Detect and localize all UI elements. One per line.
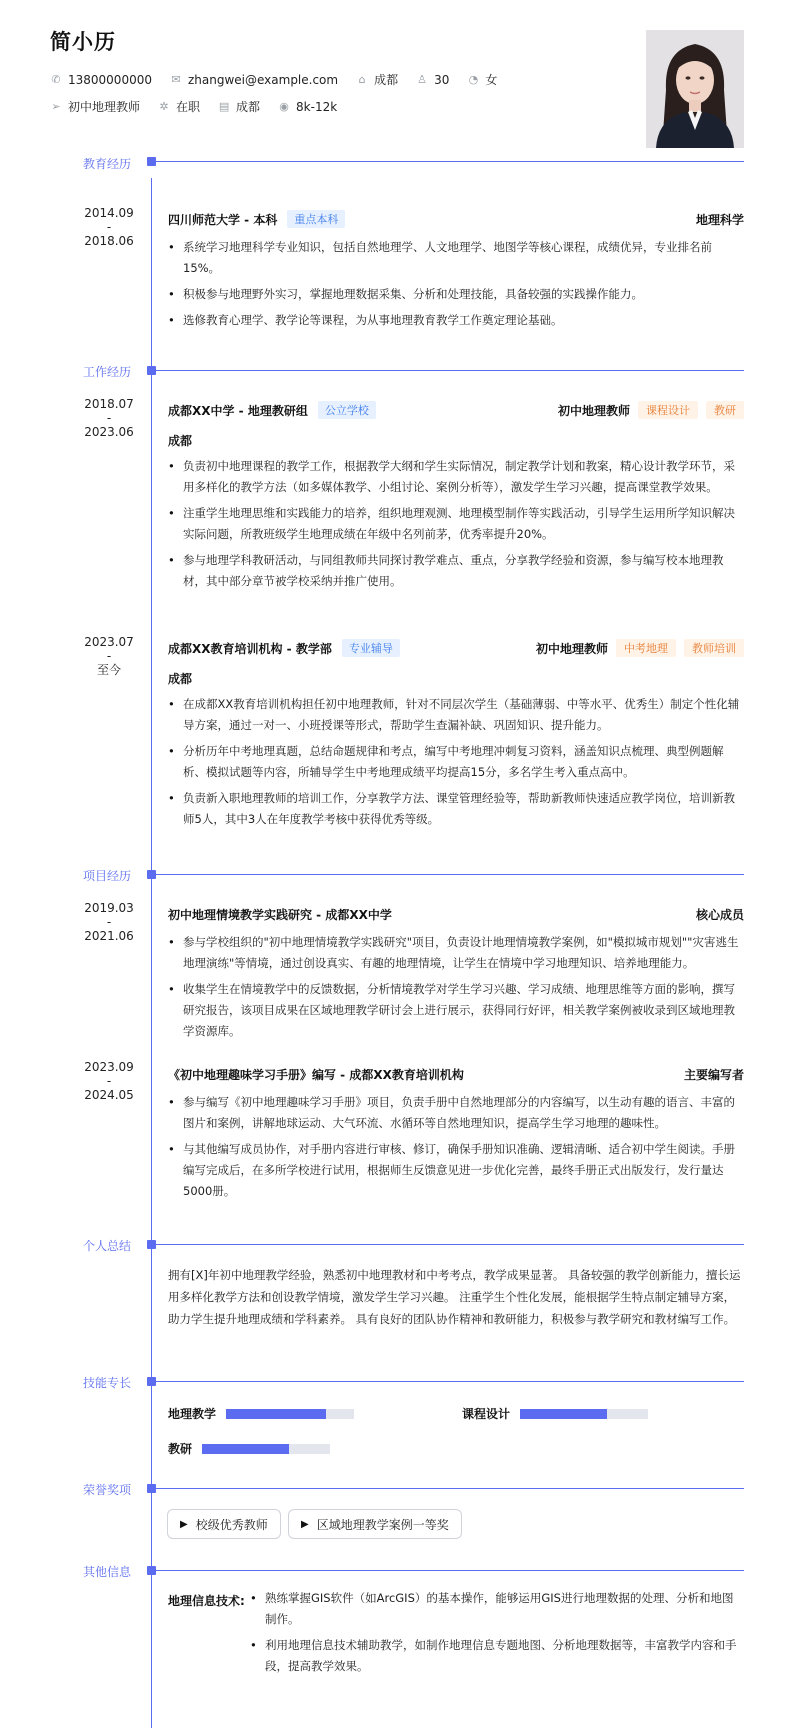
list-item: • 与其他编写成员协作，对手册内容进行审核、修订，确保手册知识准确、逻辑清晰、适合初中学生阅读。手册编写完成后，在多所学校进行试用，根据师生反馈意见进一步优化完善，最终手册正式出版发行，发行量达5000册。: [168, 1139, 744, 1202]
skill-item: [168, 1440, 330, 1457]
award-name: 区域地理教学案例一等奖: [316, 1517, 449, 1532]
project-bullets: [168, 932, 744, 1047]
section-marker: [147, 1566, 156, 1575]
award-name: 校级优秀教师: [195, 1517, 268, 1532]
section-divider: [156, 874, 744, 875]
list-item: • 选修教育心理学、教学论等课程，为从事地理教育教学工作奠定理论基础。: [168, 310, 744, 331]
school-title: 四川师范大学 - 本科: [168, 212, 278, 227]
section-title-work: 工作经历: [83, 365, 132, 379]
skill-bar: [226, 1409, 354, 1419]
skill-bar-fill: [520, 1409, 607, 1419]
work-bullets: [168, 456, 744, 597]
intent-row: [50, 98, 355, 115]
phone-item: [50, 73, 152, 87]
list-item: • 积极参与地理野外实习，掌握地理数据采集、分析和处理技能，具备较强的实践操作能力。: [168, 284, 744, 305]
education-bullets: [168, 237, 744, 336]
project-date: 2023.09 - 2024.05: [84, 1060, 134, 1102]
skill-item: [462, 1405, 648, 1422]
phone-text: 13800000000: [68, 72, 152, 87]
list-item: • 系统学习地理科学专业知识，包括自然地理学、人文地理学、地图学等核心课程，成绩优异，专业排名前15%。: [168, 237, 744, 279]
email-item: [170, 73, 338, 87]
gender-item: [467, 71, 497, 88]
send-icon: ➢: [51, 99, 61, 113]
city-item: [356, 71, 398, 88]
project-title: 初中地理情境教学实践研究 - 成都XX中学: [168, 908, 392, 922]
target-city-text: 成都: [236, 100, 261, 114]
section-title-education: 教育经历: [83, 157, 132, 171]
work-date: 2023.07 - 至今: [84, 635, 134, 677]
phone-icon: ✆: [51, 72, 61, 86]
company-tag: 专业辅导: [342, 639, 400, 657]
section-title-awards: 荣誉奖项: [83, 1483, 132, 1497]
skill-tag: 中考地理: [616, 639, 676, 657]
work-location: 成都: [168, 434, 193, 448]
list-item: • 参与地理学科教研活动，与同组教师共同探讨教学难点、重点，分享教学经验和资源，参与编写校本地理教材，其中部分章节被学校采纳并推广使用。: [168, 550, 744, 592]
section-divider: [156, 1244, 744, 1245]
section-marker: [147, 1377, 156, 1386]
company-title: 成都XX中学 - 地理教研组: [168, 403, 308, 418]
section-marker: [147, 1240, 156, 1249]
project-header: [168, 1066, 744, 1083]
section-divider: [156, 1570, 744, 1571]
company-tag: 公立学校: [318, 401, 376, 419]
coin-icon: ◉: [279, 99, 289, 113]
section-divider: [156, 161, 744, 162]
position-item: [50, 98, 140, 115]
salary-text: 8k-12k: [296, 99, 338, 114]
list-item: • 在成都XX教育培训机构担任初中地理教师，针对不同层次学生（基础薄弱、中等水平、优秀生）制定个性化辅导方案，通过一对一、小班授课等形式，帮助学生查漏补缺、巩固知识、提升能力。: [168, 694, 744, 736]
list-item: • 负责初中地理课程的教学工作，根据教学大纲和学生实际情况，制定教学计划和教案，精心设计教学环节，采用多样化的教学方法（如多媒体教学、小组讨论、案例分析等），激发学生学习兴趣，提高课堂教学效果。: [168, 456, 744, 498]
section-title-skills: 技能专长: [83, 1376, 132, 1390]
project-role: 主要编写者: [683, 1068, 744, 1082]
status-text: 在职: [176, 100, 201, 114]
award-chip: [167, 1509, 281, 1539]
work-bullets: [168, 694, 744, 835]
status-item: [158, 98, 200, 115]
skill-bar-fill: [202, 1444, 289, 1454]
gender-icon: ◔: [468, 72, 479, 86]
skill-bar: [520, 1409, 648, 1419]
section-divider: [156, 370, 744, 371]
project-title: 《初中地理趣味学习手册》编写 - 成都XX教育培训机构: [168, 1068, 464, 1082]
gear-icon: ✲: [159, 99, 169, 113]
project-role: 核心成员: [695, 908, 744, 922]
resume-name: 简小历: [50, 30, 116, 54]
list-item: • 负责新入职地理教师的培训工作，分享教学方法、课堂管理经验等，帮助新教师快速适应教学岗位，培训新教师5人，其中3人在年度教学考核中获得优秀等级。: [168, 788, 744, 830]
list-item: • 分析历年中考地理真题，总结命题规律和考点，编写中考地理冲刺复习资料，涵盖知识点梳理、典型例题解析、模拟试题等内容，所辅导学生中考地理成绩平均提高15分，多名学生考入重点高中。: [168, 741, 744, 783]
age-item: [416, 73, 449, 87]
skill-name: 教研: [168, 1442, 193, 1456]
list-item: • 注重学生地理思维和实践能力的培养，组织地理观测、地理模型制作等实践活动，引导学生运用所学知识解决实际问题，所教班级学生地理成绩在年级中名列前茅，优秀率提升20%。: [168, 503, 744, 545]
section-marker: [147, 1484, 156, 1493]
portrait-image: [646, 30, 744, 148]
skill-name: 课程设计: [462, 1407, 511, 1421]
play-icon: ▶: [180, 1518, 188, 1530]
home-icon: ⌂: [358, 72, 366, 86]
profile-photo: [646, 30, 744, 148]
list-item: • 收集学生在情境教学中的反馈数据，分析情境教学对学生学习兴趣、学习成绩、地理思维等方面的影响，撰写研究报告，该项目成果在区域地理教学研讨会上进行展示，获得同行好评，相关教学案例被收录到区域地理教学资源库。: [168, 979, 744, 1042]
skill-tag: 课程设计: [638, 401, 698, 419]
work-header: [168, 401, 744, 419]
email-text: zhangwei@example.com: [187, 72, 339, 87]
education-tag: 重点本科: [287, 210, 345, 228]
section-title-project: 项目经历: [83, 869, 132, 883]
salary-item: [278, 100, 337, 114]
project-header: [168, 906, 744, 923]
play-icon: ▶: [301, 1518, 309, 1530]
skill-item: [168, 1405, 354, 1422]
cake-icon: ♙: [417, 72, 428, 86]
skill-tag: 教研: [706, 401, 744, 419]
position-text: 初中地理教师: [68, 100, 141, 114]
company-title: 成都XX教育培训机构 - 教学部: [168, 641, 332, 656]
age-text: 30: [434, 72, 450, 87]
section-divider: [156, 1488, 744, 1489]
section-divider: [156, 1381, 744, 1382]
major: 地理科学: [695, 212, 744, 227]
contact-row: [50, 71, 515, 88]
section-marker: [147, 366, 156, 375]
section-title-summary: 个人总结: [83, 1239, 132, 1253]
project-bullets: [168, 1092, 744, 1207]
section-title-other: 其他信息: [83, 1565, 132, 1579]
skill-name: 地理教学: [168, 1407, 217, 1421]
mail-icon: ✉: [171, 72, 181, 86]
city-text: 成都: [374, 73, 399, 87]
skill-bar-fill: [226, 1409, 326, 1419]
education-header: [168, 210, 744, 228]
work-location: 成都: [168, 672, 193, 686]
list-item: • 参与编写《初中地理趣味学习手册》项目，负责手册中自然地理部分的内容编写，以生动有趣的语言、丰富的图片和案例，讲解地球运动、大气环流、水循环等自然地理知识，提高学生学习地理的趣味性。: [168, 1092, 744, 1134]
target-city-item: [218, 98, 260, 115]
list-item: • 参与学校组织的"初中地理情境教学实践研究"项目，负责设计地理情境教学案例，如"模拟城市规划""灾害逃生地理演练"等情境，通过创设真实、有趣的地理情境，让学生在情境中学习地理知识、培养地理能力。: [168, 932, 744, 974]
other-label: 地理信息技术:: [168, 1594, 245, 1608]
skill-tag: 教师培训: [684, 639, 744, 657]
building-icon: ▤: [218, 99, 230, 113]
list-item: • 利用地理信息技术辅助教学，如制作地理信息专题地图、分析地理数据等，丰富教学内容和手段，提高教学效果。: [250, 1635, 744, 1677]
work-date: 2018.07 - 2023.06: [84, 397, 134, 439]
section-marker: [147, 870, 156, 879]
gender-text: 女: [485, 73, 498, 87]
work-header: [168, 639, 744, 657]
education-date: 2014.09 - 2018.06: [84, 206, 134, 248]
job-role: 初中地理教师: [535, 641, 608, 656]
other-bullets: [250, 1588, 744, 1682]
timeline-line: [151, 178, 152, 1728]
project-date: 2019.03 - 2021.06: [84, 901, 134, 943]
section-marker: [147, 157, 156, 166]
award-chip: [288, 1509, 462, 1539]
summary-text: 拥有[X]年初中地理教学经验，熟悉初中地理教材和中考考点，教学成果显著。 具备较强的教学创新能力，擅长运用多样化教学方法和创设教学情境，激发学生学习兴趣。 注重学生个性化发展，能根据学生特点制定辅导方案，助力学生提升地理成绩和学科素养。 具有良好的团队协作精神和教研能力，积极参与教学研究和教材编写工作。: [168, 1268, 741, 1326]
job-role: 初中地理教师: [557, 403, 630, 418]
skill-bar: [202, 1444, 330, 1454]
list-item: • 熟练掌握GIS软件（如ArcGIS）的基本操作，能够运用GIS进行地理数据的处理、分析和地图制作。: [250, 1588, 744, 1630]
